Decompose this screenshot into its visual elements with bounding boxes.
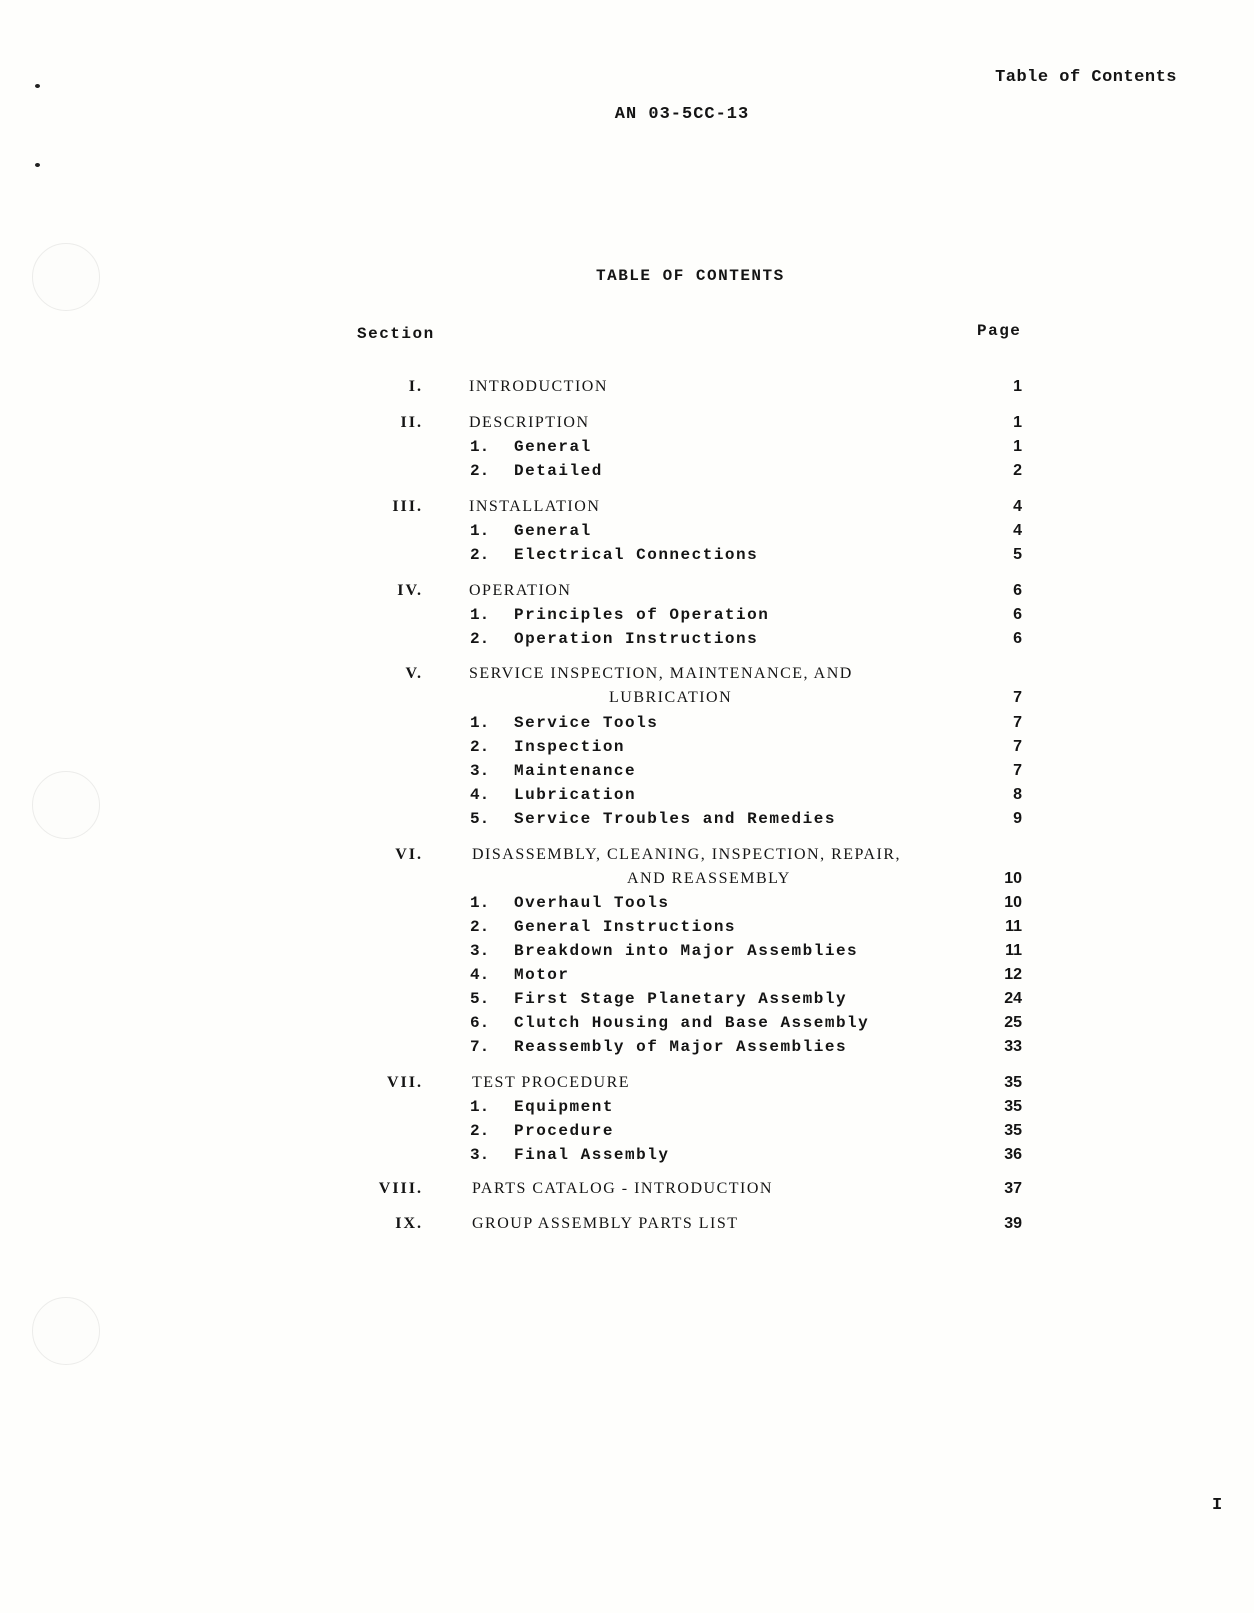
toc-subsection-row: [0, 438, 1254, 460]
toc-subsection-number: 1.: [470, 714, 490, 732]
toc-page-number: 5: [1013, 546, 1022, 563]
binder-hole: [32, 1297, 100, 1365]
toc-subsection-number: 2.: [470, 1122, 490, 1140]
toc-subsection-number: 4.: [470, 966, 490, 984]
toc-subsection-title: Service Troubles and Remedies: [514, 810, 836, 828]
toc-page-number: 4: [1013, 498, 1022, 515]
toc-subsection-number: 7.: [470, 1038, 490, 1056]
toc-subsection-row: [0, 1146, 1254, 1168]
toc-subsection-row: [0, 786, 1254, 808]
toc-section-row: [0, 414, 1254, 436]
toc-page-number: 25: [1004, 1014, 1022, 1031]
toc-subsection-number: 1.: [470, 438, 490, 456]
toc-page-number: 2: [1013, 462, 1022, 479]
toc-page-number: 24: [1004, 990, 1022, 1007]
toc-section-number: VII.: [386, 1074, 423, 1091]
paper-speck: [35, 163, 40, 167]
toc-subsection-title: Reassembly of Major Assemblies: [514, 1038, 848, 1056]
toc-page-number: 1: [1013, 378, 1022, 395]
toc-subsection-number: 2.: [470, 738, 490, 756]
toc-subsection-title: Lubrication: [514, 786, 637, 804]
toc-page-number: 6: [1013, 630, 1022, 647]
toc-section-title: INSTALLATION: [469, 498, 601, 515]
toc-subsection-title: Service Tools: [514, 714, 659, 732]
toc-section-row: [0, 1215, 1254, 1237]
toc-page-number: 6: [1013, 606, 1022, 623]
toc-subsection-title: Overhaul Tools: [514, 894, 670, 912]
section-column-heading: Section: [357, 325, 435, 343]
toc-section-number: I.: [408, 378, 423, 395]
toc-subsection-title: General: [514, 522, 592, 540]
toc-section-row: [0, 498, 1254, 520]
toc-page-number: 36: [1004, 1146, 1022, 1163]
toc-subsection-number: 5.: [470, 990, 490, 1008]
document-number: AN 03-5CC-13: [614, 105, 750, 124]
page-number: I: [1212, 1496, 1223, 1515]
toc-subsection-number: 4.: [470, 786, 490, 804]
toc-section-title: INTRODUCTION: [469, 378, 608, 395]
toc-page-number: 7: [1013, 762, 1022, 779]
toc-subsection-title: Electrical Connections: [514, 546, 759, 564]
toc-section-title: OPERATION: [469, 582, 572, 599]
toc-subsection-title: Detailed: [514, 462, 603, 480]
toc-subsection-title: General: [514, 438, 592, 456]
toc-section-row: [0, 846, 1254, 887]
toc-page-number: 7: [1013, 738, 1022, 755]
toc-subsection-title: Principles of Operation: [514, 606, 770, 624]
toc-subsection-row: [0, 522, 1254, 544]
toc-subsection-title: Inspection: [514, 738, 626, 756]
toc-subsection-row: [0, 894, 1254, 916]
toc-page-number: 6: [1013, 582, 1022, 599]
toc-subsection-number: 1.: [470, 894, 490, 912]
toc-page-number: 35: [1004, 1098, 1022, 1115]
toc-subsection-row: [0, 1014, 1254, 1036]
toc-page-number: 33: [1004, 1038, 1022, 1055]
toc-subsection-number: 6.: [470, 1014, 490, 1032]
toc-subsection-row: [0, 738, 1254, 760]
toc-subsection-title: Final Assembly: [514, 1146, 670, 1164]
toc-section-number: VIII.: [378, 1180, 423, 1197]
toc-subsection-number: 1.: [470, 606, 490, 624]
toc-subsection-number: 5.: [470, 810, 490, 828]
toc-section-title: PARTS CATALOG - INTRODUCTION: [472, 1180, 773, 1197]
toc-page-number: 35: [1004, 1122, 1022, 1139]
toc-section-number: VI.: [395, 846, 423, 863]
toc-subsection-row: [0, 1098, 1254, 1120]
toc-subsection-number: 1.: [470, 1098, 490, 1116]
toc-subsection-row: [0, 714, 1254, 736]
toc-subsection-row: [0, 990, 1254, 1012]
toc-subsection-row: [0, 1122, 1254, 1144]
toc-section-title-continued: LUBRICATION: [609, 689, 733, 706]
toc-section-title: SERVICE INSPECTION, MAINTENANCE, AND: [469, 665, 853, 682]
toc-title: TABLE OF CONTENTS: [596, 267, 785, 285]
toc-section-number: II.: [400, 414, 423, 431]
toc-subsection-row: [0, 462, 1254, 484]
toc-section-row: [0, 582, 1254, 604]
toc-section-number: IX.: [395, 1215, 423, 1232]
toc-page-number: 7: [1013, 689, 1022, 706]
toc-subsection-row: [0, 966, 1254, 988]
toc-section-row: [0, 1074, 1254, 1096]
toc-subsection-row: [0, 942, 1254, 964]
toc-page-number: 11: [1005, 942, 1022, 959]
toc-subsection-row: [0, 1038, 1254, 1060]
toc-subsection-row: [0, 546, 1254, 568]
toc-page-number: 37: [1004, 1180, 1022, 1197]
corner-label: Table of Contents: [995, 68, 1177, 87]
toc-page-number: 12: [1004, 966, 1022, 983]
toc-subsection-number: 2.: [470, 918, 490, 936]
toc-subsection-title: Procedure: [514, 1122, 614, 1140]
toc-section-title: GROUP ASSEMBLY PARTS LIST: [472, 1215, 739, 1232]
toc-subsection-title: Equipment: [514, 1098, 614, 1116]
toc-subsection-number: 2.: [470, 546, 490, 564]
toc-subsection-number: 3.: [470, 942, 490, 960]
toc-page-number: 35: [1004, 1074, 1022, 1091]
toc-subsection-title: General Instructions: [514, 918, 737, 936]
toc-section-number: III.: [392, 498, 423, 515]
toc-section-title: DESCRIPTION: [469, 414, 590, 431]
toc-subsection-title: Motor: [514, 966, 570, 984]
paper-speck: [35, 84, 40, 88]
toc-section-number: V.: [405, 665, 423, 682]
toc-page-number: 10: [1004, 870, 1022, 887]
toc-subsection-number: 2.: [470, 462, 490, 480]
toc-section-row: [0, 1180, 1254, 1202]
toc-subsection-row: [0, 630, 1254, 652]
toc-subsection-title: Operation Instructions: [514, 630, 759, 648]
toc-section-row: [0, 665, 1254, 706]
toc-page-number: 1: [1013, 414, 1022, 431]
toc-subsection-title: Maintenance: [514, 762, 637, 780]
toc-subsection-number: 3.: [470, 1146, 490, 1164]
toc-page-number: 7: [1013, 714, 1022, 731]
toc-section-title: TEST PROCEDURE: [472, 1074, 631, 1091]
toc-subsection-row: [0, 606, 1254, 628]
toc-page-number: 39: [1004, 1215, 1022, 1232]
toc-section-title: DISASSEMBLY, CLEANING, INSPECTION, REPAIR,: [472, 846, 901, 863]
toc-section-number: IV.: [397, 582, 423, 599]
toc-section-title-continued: AND REASSEMBLY: [627, 870, 791, 887]
toc-page-number: 1: [1013, 438, 1022, 455]
page-column-heading: Page: [977, 322, 1022, 340]
toc-subsection-title: First Stage Planetary Assembly: [514, 990, 848, 1008]
toc-subsection-number: 3.: [470, 762, 490, 780]
toc-subsection-title: Clutch Housing and Base Assembly: [514, 1014, 870, 1032]
binder-hole: [32, 243, 100, 311]
toc-page-number: 8: [1013, 786, 1022, 803]
toc-page-number: 9: [1013, 810, 1022, 827]
toc-subsection-row: [0, 762, 1254, 784]
toc-subsection-row: [0, 918, 1254, 940]
toc-page-number: 10: [1004, 894, 1022, 911]
toc-subsection-title: Breakdown into Major Assemblies: [514, 942, 859, 960]
toc-subsection-row: [0, 810, 1254, 832]
toc-subsection-number: 2.: [470, 630, 490, 648]
toc-subsection-number: 1.: [470, 522, 490, 540]
toc-section-row: [0, 378, 1254, 400]
toc-page-number: 4: [1013, 522, 1022, 539]
toc-page-number: 11: [1005, 918, 1022, 935]
